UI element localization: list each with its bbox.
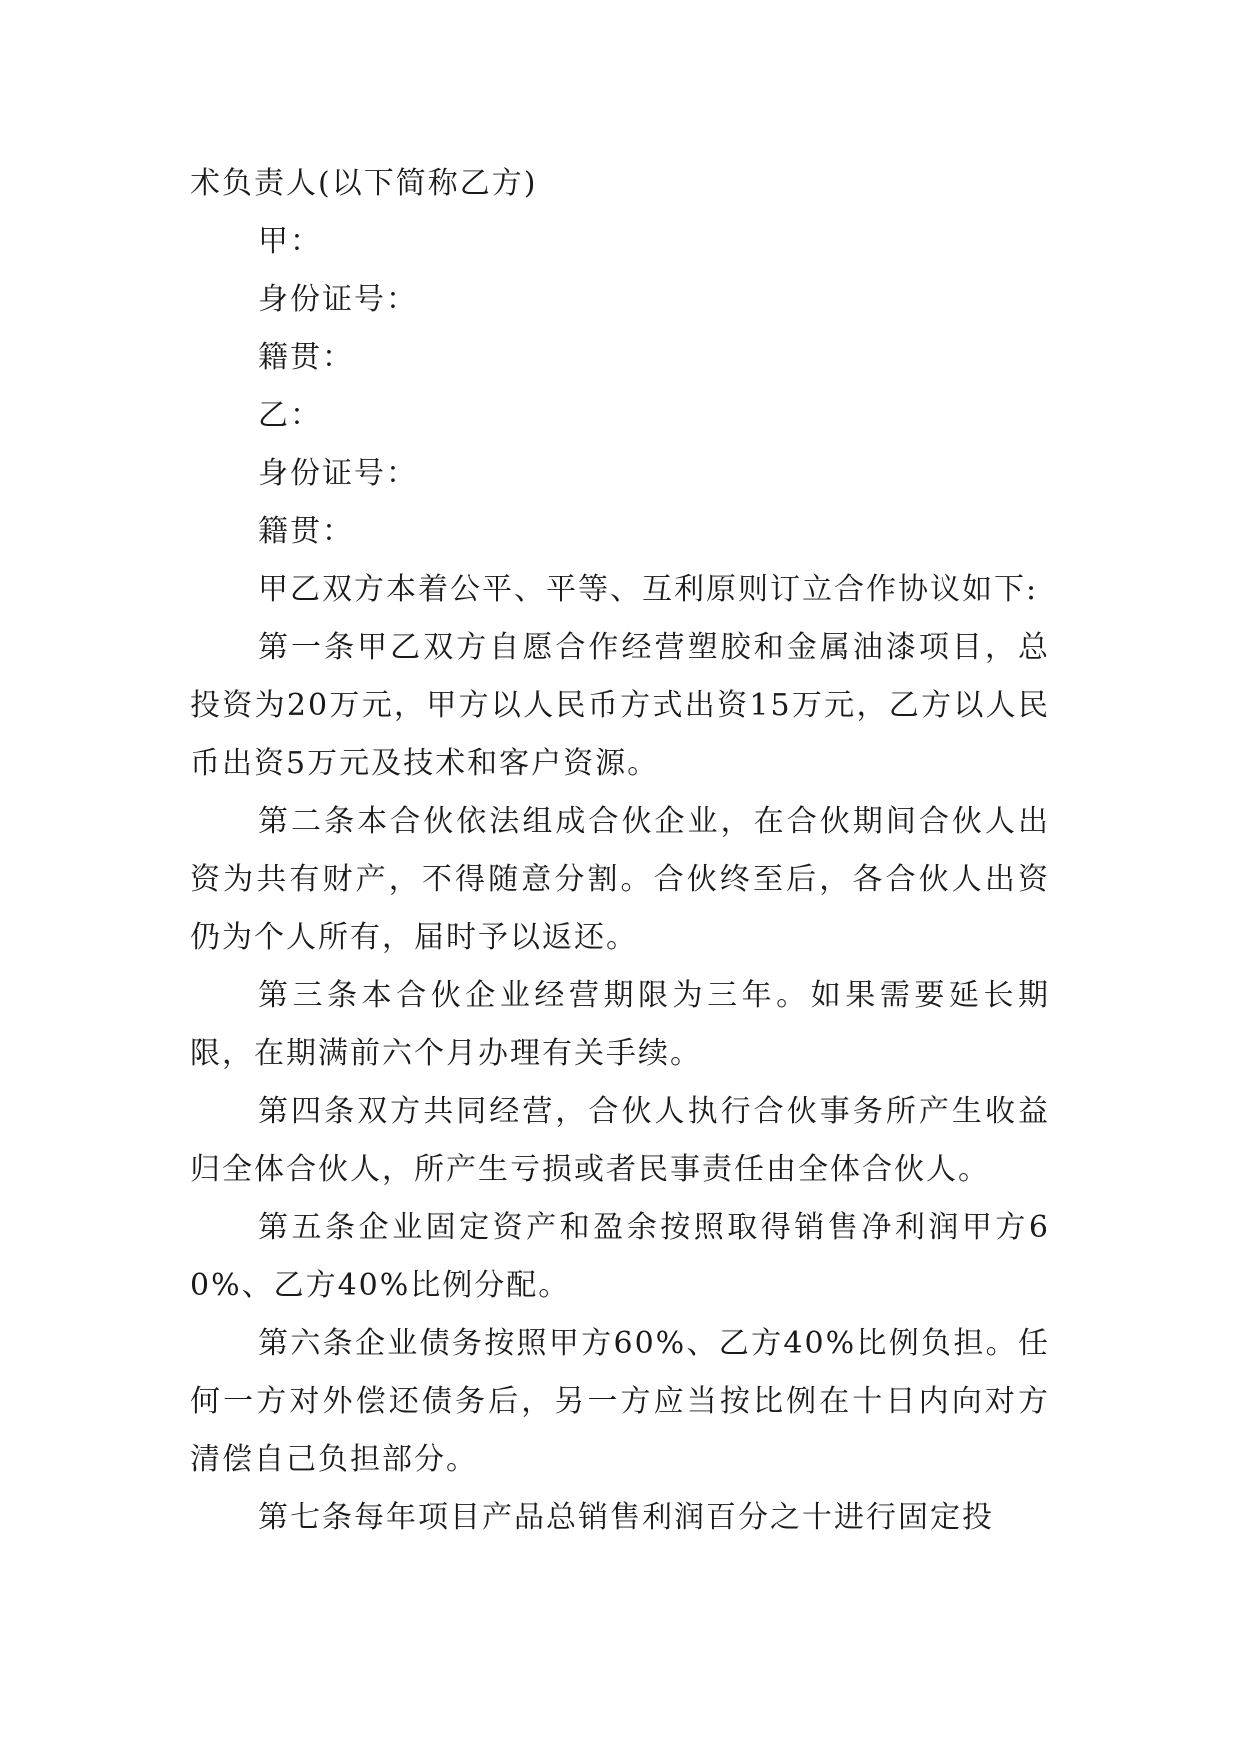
paragraph-party-b-id: 身份证号： xyxy=(258,456,418,491)
paragraph-article-4: 第四条双方共同经营，合伙人执行合伙事务所产生收益归全体合伙人，所产生亏损或者民事责任由全体合伙人。 xyxy=(190,1094,1050,1187)
paragraph-article-7: 第七条每年项目产品总销售利润百分之十进行固定投 xyxy=(258,1500,994,1535)
document-body xyxy=(190,155,1050,1547)
paragraph-party-b-label: 乙： xyxy=(258,398,322,433)
paragraph-article-2: 第二条本合伙依法组成合伙企业，在合伙期间合伙人出资为共有财产，不得随意分割。合伙终至后，各合伙人出资仍为个人所有，届时予以返还。 xyxy=(190,804,1050,955)
paragraph-party-b-intro: 术负责人(以下简称乙方) xyxy=(190,166,538,201)
paragraph-party-a-id: 身份证号： xyxy=(258,282,418,317)
paragraph-party-a-label: 甲： xyxy=(258,224,322,259)
paragraph-party-b-origin: 籍贯： xyxy=(258,514,354,549)
paragraph-article-3: 第三条本合伙企业经营期限为三年。如果需要延长期限，在期满前六个月办理有关手续。 xyxy=(190,978,1050,1071)
paragraph-article-1: 第一条甲乙双方自愿合作经营塑胶和金属油漆项目，总投资为20万元，甲方以人民币方式出资15万元，乙方以人民币出资5万元及技术和客户资源。 xyxy=(190,630,1050,781)
paragraph-party-a-origin: 籍贯： xyxy=(258,340,354,375)
paragraph-agreement-intro: 甲乙双方本着公平、平等、互利原则订立合作协议如下: xyxy=(258,572,1039,607)
paragraph-article-6: 第六条企业债务按照甲方60%、乙方40%比例负担。任何一方对外偿还债务后，另一方应当按比例在十日内向对方清偿自己负担部分。 xyxy=(190,1326,1050,1477)
paragraph-article-5: 第五条企业固定资产和盈余按照取得销售净利润甲方60%、乙方40%比例分配。 xyxy=(190,1210,1050,1303)
